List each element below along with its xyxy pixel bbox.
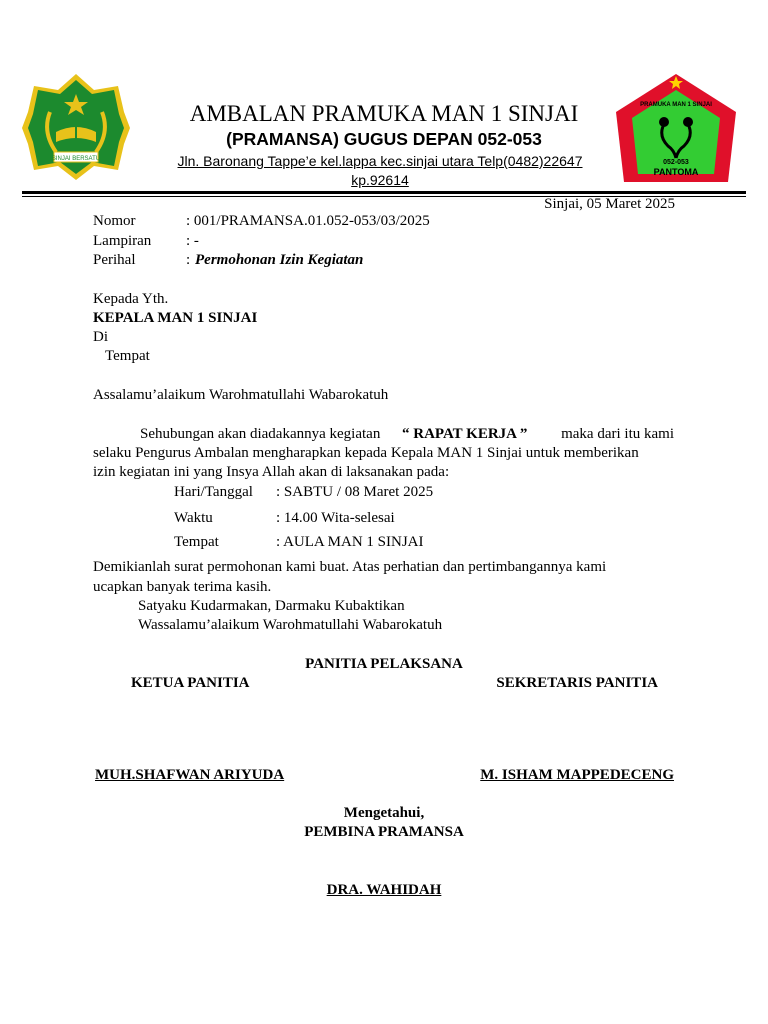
- lampiran-label: Lampiran: [93, 233, 152, 249]
- closing-salam: Wassalamu’alaikum Warohmatullahi Wabarokatuh: [138, 617, 443, 633]
- address-line-2: kp.92614: [351, 172, 409, 188]
- recipient-line-4: Tempat: [105, 348, 150, 364]
- recipient-line-2: KEPALA MAN 1 SINJAI: [93, 310, 258, 326]
- letterhead-rule: [22, 191, 746, 194]
- tempat-value: : AULA MAN 1 SINJAI: [276, 534, 424, 550]
- waktu-value: : 14.00 Wita-selesai: [276, 510, 395, 526]
- perihal-colon: :: [186, 252, 191, 268]
- event-name: “ RAPAT KERJA ”: [402, 426, 528, 442]
- nomor-value: : 001/PRAMANSA.01.052-053/03/2025: [186, 213, 430, 229]
- letterhead-title: AMBALAN PRAMUKA MAN 1 SINJAI: [189, 101, 579, 126]
- body-line-1-start: Sehubungan akan diadakannya kegiatan: [140, 426, 381, 442]
- letterhead-subtitle: (PRAMANSA) GUGUS DEPAN 052-053: [226, 129, 542, 149]
- right-logo-top-text: PRAMUKA MAN 1 SINJAI: [640, 102, 712, 108]
- waktu-label: Waktu: [174, 510, 213, 526]
- letterhead-address: [160, 152, 600, 190]
- body-line-1-end: maka dari itu kami: [561, 426, 674, 442]
- hari-label: Hari/Tanggal: [174, 484, 253, 500]
- address-line-1: Jln. Baronang Tappe’e kel.lappa kec.sinjai utara Telp(0482)22647: [177, 153, 583, 169]
- secretary-title: SEKRETARIS PANITIA: [496, 675, 658, 691]
- right-logo-name: PANTOMA: [653, 167, 699, 177]
- closing-line-2: ucapkan banyak terima kasih.: [93, 579, 272, 595]
- body-line-3: izin kegiatan ini yang Insya Allah akan di laksanakan pada:: [93, 464, 450, 480]
- committee-title: PANITIA PELAKSANA: [305, 656, 463, 672]
- hari-value: : SABTU / 08 Maret 2025: [276, 484, 434, 500]
- left-logo-text: SINJAI BERSATU: [51, 156, 101, 162]
- perihal-value: Permohonan Izin Kegiatan: [195, 252, 364, 268]
- advisor-name: DRA. WAHIDAH: [326, 882, 442, 898]
- chair-title: KETUA PANITIA: [131, 675, 250, 691]
- secretary-name: M. ISHAM MAPPEDECENG: [480, 767, 674, 783]
- lampiran-value: : -: [186, 233, 199, 249]
- tempat-label: Tempat: [174, 534, 219, 550]
- advisor-title: PEMBINA PRAMANSA: [304, 824, 464, 840]
- right-logo-code: 052-053: [663, 159, 689, 166]
- greeting: Assalamu’alaikum Warohmatullahi Wabarokatuh: [93, 387, 389, 403]
- recipient-line-3: Di: [93, 329, 108, 345]
- closing-line-1: Demikianlah surat permohonan kami buat. Atas perhatian dan pertimbangannya kami: [93, 559, 607, 575]
- chair-name: MUH.SHAFWAN ARIYUDA: [95, 767, 285, 783]
- letter-date: Sinjai, 05 Maret 2025: [544, 196, 675, 212]
- body-line-2: selaku Pengurus Ambalan mengharapkan kepada Kepala MAN 1 Sinjai untuk memberikan: [93, 445, 639, 461]
- recipient-line-1: Kepada Yth.: [93, 291, 169, 307]
- perihal-label: Perihal: [93, 252, 136, 268]
- nomor-label: Nomor: [93, 213, 136, 229]
- closing-motto: Satyaku Kudarmakan, Darmaku Kubaktikan: [138, 598, 405, 614]
- acknowledged-label: Mengetahui,: [343, 805, 425, 821]
